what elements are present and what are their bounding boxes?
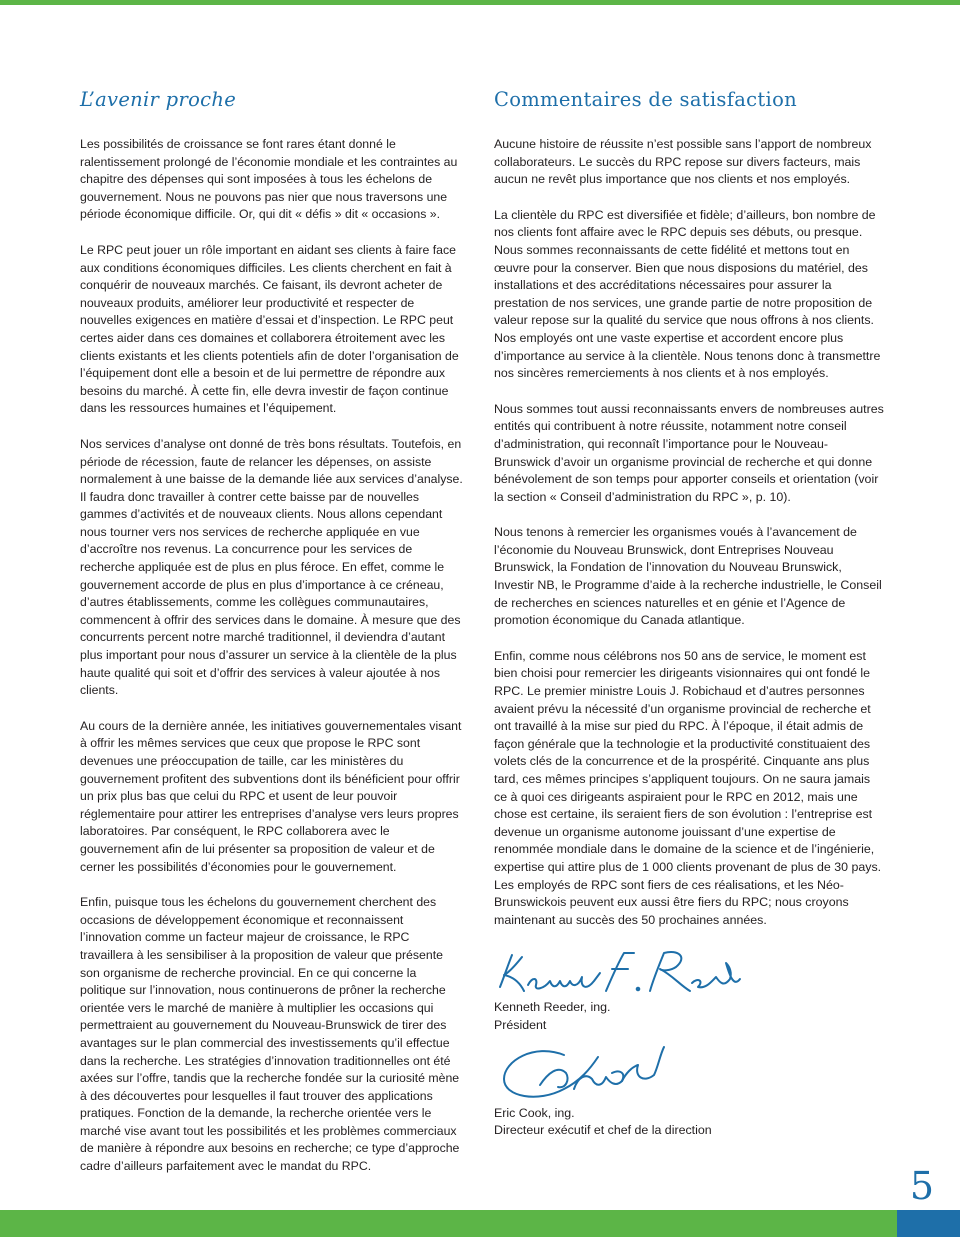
bottom-accent-bar xyxy=(0,1210,897,1237)
bottom-corner-block xyxy=(897,1210,960,1237)
right-paragraph-3: Nous sommes tout aussi reconnaissants envers de nombreuses autres entités qui contribuent à notre réussite, notamment notre conseil d’administration, qui reconnaît l’importance pour le Nouveau-Brunswick d’avoir un organisme provincial de recherche et qui donne bénévolement de son temps pour apporter conseils et orientation (voir la section « Conseil d’administration du RPC », p. 10). xyxy=(494,401,884,504)
left-paragraph-4: Au cours de la dernière année, les initiatives gouvernementales visant à offrir les mêmes services que ceux que propose le RPC sont devenues une préoccupation de taille, car les ministères du gouvernement profitent des subventions dont ils bénéficient pour offrir un prix plus bas que celui du RPC et usent de leur pouvoir réglementaire pour attirer les entreprises d’analyse vers leurs propres laboratoires. Par conséquent, le RPC collaborera avec le gouvernement afin de lui présenter sa proposition de valeur et de cerner les possibilités d’économies pour le gouvernement. xyxy=(80,718,462,874)
top-accent-rule xyxy=(0,0,960,5)
left-column-title: L’avenir proche xyxy=(80,88,237,111)
left-paragraph-2: Le RPC peut jouer un rôle important en aidant ses clients à faire face aux conditions économiques difficiles. Les clients cherchent en fait à conquérir de nouveaux marchés. Ce faisant, ils devront acheter de nouveaux produits, améliorer leur productivité et respecter de nouvelles exigences en matière d’essai et d’inspection. Le RPC peut certes aider dans ces domaines et collaborera étroitement avec les clients existants et les clients potentiels afin de doter l’organisation de l’équipement dont elle a besoin et de lui permettre de répondre aux besoins du marché. À cette fin, elle devra investir de façon continue dans les ressources humaines et l’équipement. xyxy=(80,242,459,416)
signature-eric-cook xyxy=(494,1043,684,1105)
right-paragraph-2: La clientèle du RPC est diversifiée et fidèle; d’ailleurs, bon nombre de nos clients font affaire avec le RPC depuis ses débuts, ou presque. Nous sommes reconnaissants de cette fidélité et mettons tout en œuvre pour la conserver. Bien que nous disposions du matériel, des installations et des accréditations nécessaires pour assurer la prestation de nos services, une grande partie de notre proposition de valeur repose sur la qualité du service que nous offrons à nos clients. Nos employés ont une vaste expertise et accordent encore plus d’importance au service à la clientèle. Nous tenons donc à transmettre nos sincères remerciements à nos clients et à nos employés. xyxy=(494,207,881,381)
left-paragraph-1: Les possibilités de croissance se font rares étant donné le ralentissement prolongé de l’économie mondiale et les contraintes au chapitre des dépenses qui sont imposées à tous les échelons de gouvernement. Nous ne pouvons pas nier que nous traversons une période économique difficile. Or, qui dit « défis » dit « occasions ». xyxy=(80,137,458,222)
left-column xyxy=(80,86,465,1194)
page-number: 5 xyxy=(909,1164,935,1208)
signatory-2-name: Eric Cook, ing. xyxy=(494,1105,575,1120)
signature-kenneth-reeder xyxy=(494,947,744,999)
left-paragraph-5: Enfin, puisque tous les échelons du gouvernement cherchent des occasions de développement économique et reconnaissent l’innovation comme un facteur majeur de croissance, le RPC travaillera à les sensibiliser à la proposition de valeur que présente son organisme de recherche provincial. En ce qui concerne la politique sur l’innovation, nous continuerons de prôner la recherche orientée vers le marché de manière à multiplier les occasions qui permettraient au gouvernement du Nouveau-Brunswick de tirer des avantages sur le plan commercial des investissements qu’il effectue dans la recherche. Les stratégies d’innovation traditionnelles ont été axées sur l’offre, tandis que la recherche fondée sur la curiosité mène à des découvertes pour lesquelles il faut trouver des applications pratiques. Fonction de la demande, la recherche orientée vers le marché vise avant tout les possibilités et les problèmes commerciaux de manière à répondre aux besoins en recherche; ce type d’approche cadre d’ailleurs parfaitement avec le mandat du RPC. xyxy=(80,895,460,1174)
right-paragraph-5: Enfin, comme nous célébrons nos 50 ans de service, le moment est bien choisi pour remercier les dirigeants visionnaires qui ont fondé le RPC. Le premier ministre Louis J. Robichaud et d’autres personnes avaient prévu la nécessité d’un organisme provincial de recherche et ont travaillé à la mise sur pied du RPC. À l’époque, il était admis de façon générale que la technologie et la productivité constituaient des volets clés de la concurrence et de la prospérité. Cinquante ans plus tard, ces mêmes principes s’appliquent toujours. On ne saura jamais ce à quoi ces dirigeants aspiraient pour le RPC en 2012, mais une chose est certaine, ils seraient fiers de son évolution : l’entreprise est devenue un organisme autonome jouissant d’une expertise de renommée mondiale dans le domaine de la science et de l’ingénierie, expertise qui attire plus de 1 000 clients provenant de plus de 30 pays. Les employés de RPC sont fiers de ces réalisations, et les Néo-Brunswickois peuvent eux aussi être fiers du RPC; nous croyons maintenant au succès des 50 prochaines années. xyxy=(494,648,882,927)
right-column-title: Commentaires de satisfaction xyxy=(494,88,797,111)
left-paragraph-3: Nos services d’analyse ont donné de très bons résultats. Toutefois, en période de récession, faute de relancer les dépenses, on assiste normalement à une baisse de la demande liée aux services d’analyse. Il faudra donc travailler à contrer cette baisse par de nouvelles gammes d’activités et de nouveaux clients. Nous allons cependant nous tourner vers nos services de recherche appliquée en vue d’accroître nos revenus. La concurrence pour les services de recherche appliquée est de plus en plus féroce. En effet, comme le gouvernement accorde de plus en plus d’importance à ce créneau, d’autres établissements, comme les collègues communautaires, commencent à offrir des services dans le domaine. À mesure que des concurrents percent notre marché traditionnel, il deviendra d’autant plus important pour nous d’assurer un service à la clientèle de la plus haute qualité qui soit et d’offrir des services à valeur ajoutée à nos clients. xyxy=(80,436,463,698)
signatory-1-title: Président xyxy=(494,1017,547,1032)
right-paragraph-1: Aucune histoire de réussite n’est possible sans l’apport de nombreux collaborateurs. Le succès du RPC repose sur divers facteurs, mais aucun ne revêt plus importance que nos clients et nos employés. xyxy=(494,137,872,187)
signatory-2-title: Directeur exécutif et chef de la direction xyxy=(494,1123,712,1138)
right-column xyxy=(494,86,884,1140)
right-paragraph-4: Nous tenons à remercier les organismes voués à l’avancement de l’économie du Nouveau Brunswick, dont Entreprises Nouveau Brunswick, la Fondation de l’innovation du Nouveau Brunswick, Investir NB, le Programme d’aide à la recherche industrielle, le Conseil de recherches en sciences naturelles et en génie et l’Agence de promotion économique du Canada atlantique. xyxy=(494,525,882,628)
signatory-1-name: Kenneth Reeder, ing. xyxy=(494,1000,611,1015)
